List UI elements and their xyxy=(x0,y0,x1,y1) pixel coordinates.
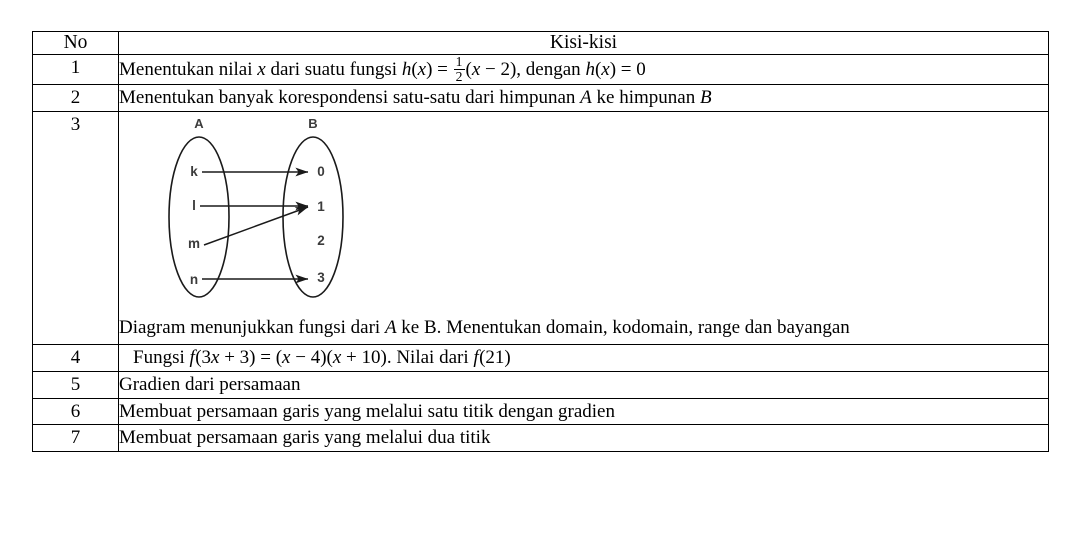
set-a-label: A xyxy=(194,115,204,131)
element-1: 1 xyxy=(317,198,325,214)
table-row xyxy=(33,111,1049,345)
set-b-ellipse xyxy=(283,137,343,297)
row-content-5: Gradien dari persamaan xyxy=(119,371,1049,398)
fraction-one-half xyxy=(454,55,465,84)
mapping-diagram-svg xyxy=(161,112,391,307)
row-number-7: 7 xyxy=(33,425,119,452)
text-segment: Diagram menunjukkan fungsi dari xyxy=(119,316,385,338)
table-header-row xyxy=(33,32,1049,55)
element-k: k xyxy=(190,163,198,179)
text-segment: dari suatu fungsi xyxy=(265,59,402,81)
set-label-a: A xyxy=(384,316,397,338)
set-label-b: B xyxy=(699,86,712,108)
table-row xyxy=(33,345,1049,372)
fraction-numerator: 1 xyxy=(455,54,463,69)
function-f: f xyxy=(189,347,196,369)
expression-segment: + 3) = ( xyxy=(219,347,283,369)
element-m: m xyxy=(187,235,201,251)
element-0: 0 xyxy=(317,163,325,179)
row-number-3: 3 xyxy=(33,111,119,345)
text-segment: Menentukan banyak korespondensi satu-satu dari himpunan xyxy=(119,86,581,108)
diagram-caption xyxy=(119,312,1048,345)
text-segment: ke himpunan xyxy=(591,86,700,108)
variable-x: x xyxy=(471,59,481,81)
text-segment: ke B. Menentukan domain, kodomain, range dan bayangan xyxy=(396,316,850,338)
expression-segment: (21) xyxy=(479,347,511,369)
row-number-1: 1 xyxy=(33,55,119,85)
row-content-1 xyxy=(119,55,1049,85)
column-header-no: No xyxy=(33,32,119,55)
column-header-kisi: Kisi-kisi xyxy=(119,32,1049,55)
text-segment: Fungsi xyxy=(133,347,190,369)
row-number-6: 6 xyxy=(33,398,119,425)
table-row xyxy=(33,371,1049,398)
row-number-5: 5 xyxy=(33,371,119,398)
paren-open: ( xyxy=(594,59,602,81)
set-b-label: B xyxy=(308,115,318,131)
paren-open: ( xyxy=(465,59,472,81)
element-n: n xyxy=(189,271,199,287)
row-content-6: Membuat persamaan garis yang melalui satu titik dengan gradien xyxy=(119,398,1049,425)
element-l: l xyxy=(192,197,196,213)
text-segment: Menentukan nilai xyxy=(119,59,258,81)
variable-x: x xyxy=(282,347,291,369)
element-2: 2 xyxy=(317,232,325,248)
row-content-3 xyxy=(119,111,1049,345)
row-content-2 xyxy=(119,84,1049,111)
equals-segment: ) = xyxy=(426,59,453,81)
paren-open: ( xyxy=(411,59,418,81)
row-number-2: 2 xyxy=(33,84,119,111)
mapping-diagram xyxy=(119,112,1048,312)
expression-segment: − 4)( xyxy=(290,347,333,369)
variable-x: x xyxy=(211,347,220,369)
expression-segment: − 2), dengan xyxy=(480,59,586,81)
row-number-4: 4 xyxy=(33,345,119,372)
table-row xyxy=(33,398,1049,425)
function-h: h xyxy=(585,59,595,81)
variable-x: x xyxy=(332,347,342,369)
set-label-a: A xyxy=(580,86,592,108)
table-row xyxy=(33,425,1049,452)
expression-end: ) = 0 xyxy=(609,59,646,81)
variable-x: x xyxy=(417,59,427,81)
expression-segment: (3 xyxy=(195,347,212,369)
table-row xyxy=(33,55,1049,85)
function-h: h xyxy=(401,59,412,81)
row-content-4 xyxy=(119,345,1049,372)
fraction-denominator: 2 xyxy=(455,68,463,84)
variable-x: x xyxy=(257,59,266,81)
arrow-m-to-1 xyxy=(204,207,308,245)
kisi-kisi-table xyxy=(32,31,1049,452)
expression-segment: + 10). Nilai dari xyxy=(341,347,474,369)
row-content-7: Membuat persamaan garis yang melalui dua titik xyxy=(119,425,1049,452)
variable-x: x xyxy=(601,59,610,81)
function-f: f xyxy=(473,347,480,369)
table-row xyxy=(33,84,1049,111)
set-a-ellipse xyxy=(169,137,229,297)
element-3: 3 xyxy=(317,269,325,285)
